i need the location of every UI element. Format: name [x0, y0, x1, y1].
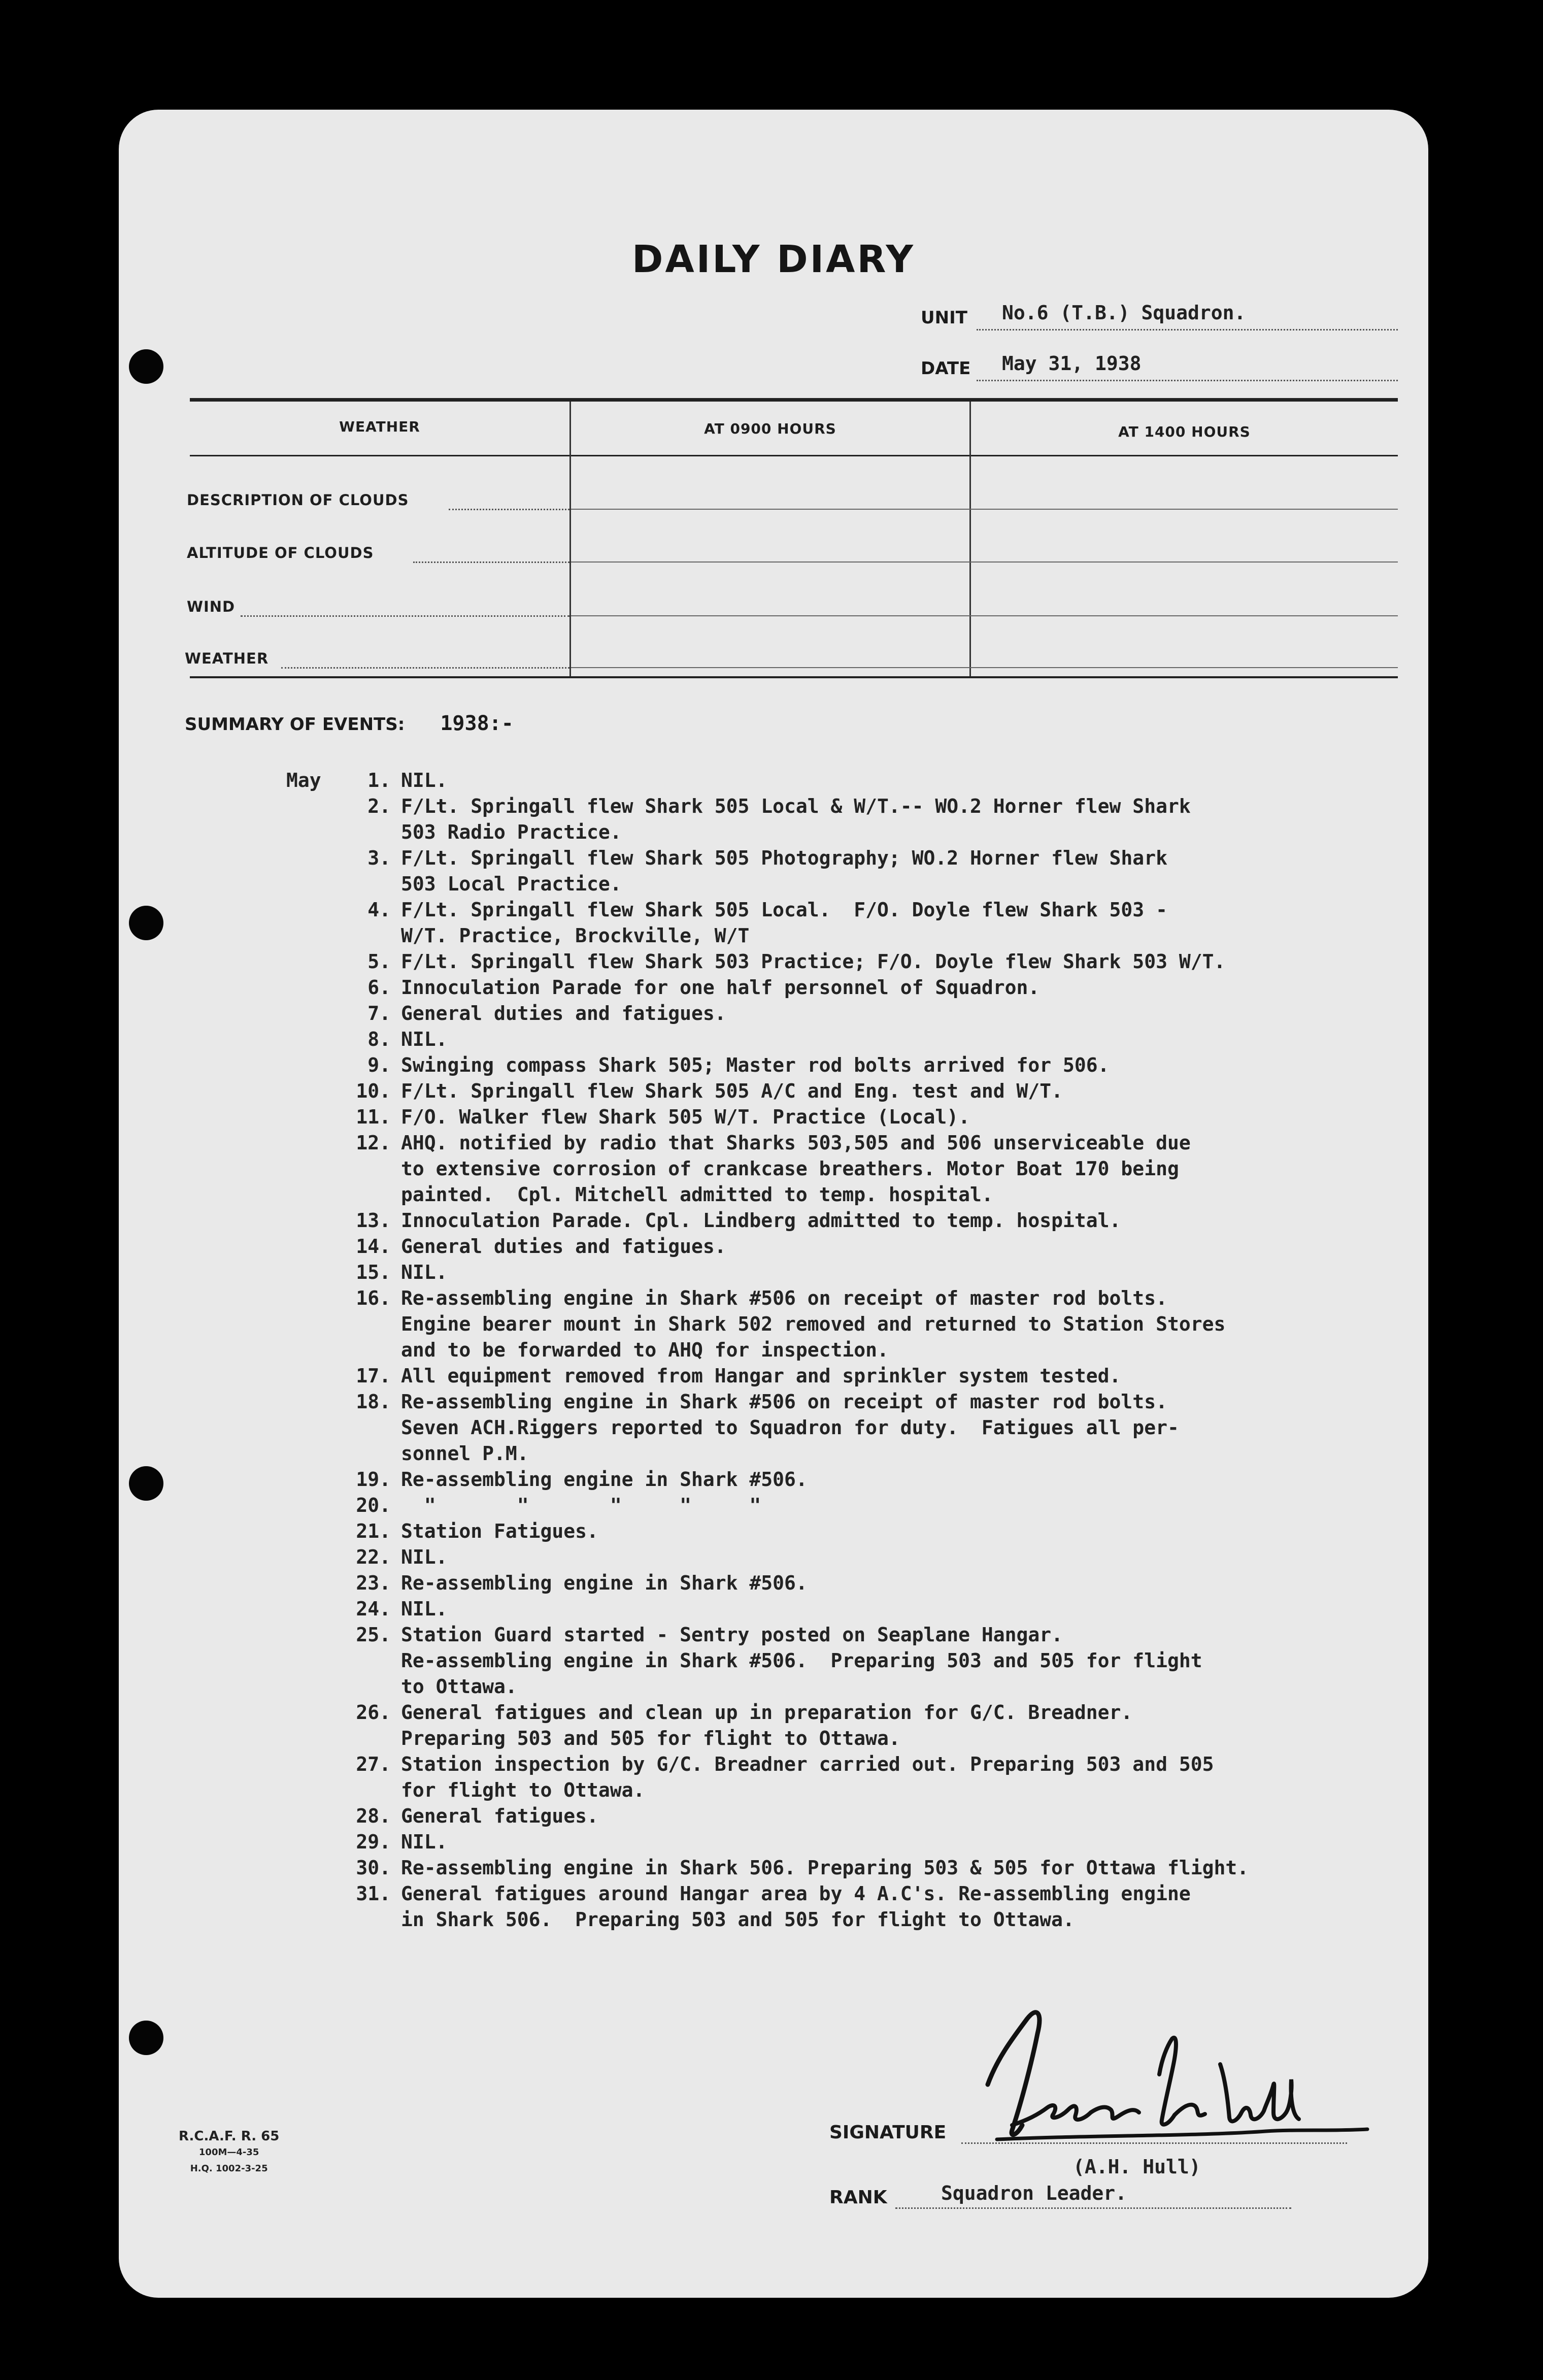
event-month: [286, 794, 339, 845]
event-text: Re-assembling engine in Shark #506 on receipt of master rod bolts. Engine bearer mount in Shark 502 removed and returned to Station Stores and to be forwarded to AHQ for inspection.: [401, 1287, 1226, 1361]
event-month: [286, 1596, 339, 1622]
event-entry: [286, 1027, 1403, 1052]
table-divider: [969, 402, 971, 676]
event-text: Re-assembling engine in Shark #506.: [401, 1572, 808, 1594]
event-day: 14.: [356, 1235, 391, 1258]
event-entry: [286, 1881, 1403, 1933]
form-number-line: 100M—4-35: [198, 2147, 259, 2158]
binder-hole: [129, 2021, 163, 2055]
event-entry: [286, 1544, 1403, 1570]
event-entry: [286, 1570, 1403, 1596]
event-month: [286, 1363, 339, 1389]
event-month: May: [286, 769, 321, 791]
rank-value: Squadron Leader.: [941, 2182, 1127, 2204]
event-day: 30.: [356, 1857, 391, 1879]
binder-hole: [129, 906, 163, 940]
event-month: [286, 1493, 339, 1518]
event-entry: [286, 1467, 1403, 1493]
row-dotted-line: [241, 615, 569, 617]
form-number: [179, 2128, 279, 2177]
row-dotted-line: [281, 667, 569, 669]
event-entry: [286, 1829, 1403, 1855]
event-entry: [286, 1518, 1403, 1544]
event-month: [286, 1104, 339, 1130]
event-month: [286, 1130, 339, 1208]
event-month: [286, 1052, 339, 1078]
event-entry: [286, 1596, 1403, 1622]
event-text: NIL.: [401, 1831, 448, 1853]
row-label-description-of-clouds: DESCRIPTION OF CLOUDS: [187, 491, 409, 509]
event-entry: [286, 1751, 1403, 1803]
event-text: Re-assembling engine in Shark #506.: [401, 1468, 808, 1491]
unit-label: UNIT: [921, 308, 967, 328]
row-rule: [571, 667, 1398, 668]
unit-value: No.6 (T.B.) Squadron.: [1002, 302, 1246, 324]
event-entry: [286, 1803, 1403, 1829]
event-list: [286, 768, 1403, 1933]
event-text: General fatigues and clean up in preparation for G/C. Breadner. Preparing 503 and 505 for flight to Ottawa.: [401, 1701, 1133, 1749]
event-month: [286, 1208, 339, 1234]
date-value: May 31, 1938: [1002, 352, 1142, 375]
unit-row: [921, 308, 967, 328]
event-text: Swinging compass Shark 505; Master rod bolts arrived for 506.: [401, 1054, 1110, 1076]
event-month: [286, 1544, 339, 1570]
event-month: [286, 1855, 339, 1881]
event-entry: [286, 768, 1403, 794]
event-month: [286, 897, 339, 949]
signatory-name: (A.H. Hull): [1073, 2156, 1201, 2178]
event-day: 1.: [367, 769, 391, 791]
page-title: DAILY DIARY: [632, 238, 915, 281]
event-day: 13.: [356, 1209, 391, 1232]
event-month: [286, 1078, 339, 1104]
event-text: General fatigues around Hangar area by 4 A.C's. Re-assembling engine in Shark 506. Preparing 503 and 505 for flight to Ottawa.: [401, 1882, 1191, 1931]
rank-dotted-line: [895, 2207, 1291, 2209]
event-text: F/Lt. Springall flew Shark 505 A/C and Eng. test and W/T.: [401, 1080, 1063, 1102]
signature-label: SIGNATURE: [829, 2122, 947, 2143]
event-month: [286, 1570, 339, 1596]
binder-hole: [129, 349, 163, 384]
event-month: [286, 1234, 339, 1260]
event-text: General fatigues.: [401, 1805, 598, 1827]
event-text: NIL.: [401, 1598, 448, 1620]
event-text: Station Guard started - Sentry posted on Seaplane Hangar. Re-assembling engine in Shark #506. Preparing 503 and 505 for flight to Ottawa.: [401, 1624, 1202, 1698]
event-month: [286, 975, 339, 1001]
event-text: AHQ. notified by radio that Sharks 503,505 and 506 unserviceable due to extensive corrosion of crankcase breathers. Motor Boat 170 being painted. Cpl. Mitchell admitted to temp. hospital.: [401, 1132, 1191, 1206]
event-text: NIL.: [401, 1546, 448, 1568]
event-entry: [286, 1855, 1403, 1881]
event-day: 22.: [356, 1546, 391, 1568]
event-day: 6.: [367, 976, 391, 999]
event-day: 7.: [367, 1002, 391, 1024]
table-divider: [569, 402, 571, 676]
event-day: 29.: [356, 1831, 391, 1853]
event-entry: [286, 1285, 1403, 1363]
date-row: [921, 358, 970, 379]
event-entry: [286, 794, 1403, 845]
summary-year: 1938:-: [440, 712, 514, 735]
event-month: [286, 1389, 339, 1467]
event-month: [286, 1700, 339, 1751]
event-day: 28.: [356, 1805, 391, 1827]
rank-label: RANK: [829, 2187, 887, 2208]
event-text: F/Lt. Springall flew Shark 505 Local & W/T.-- WO.2 Horner flew Shark 503 Radio Practice.: [401, 795, 1191, 843]
event-entry: [286, 845, 1403, 897]
event-text: F/Lt. Springall flew Shark 505 Photography; WO.2 Horner flew Shark 503 Local Practice.: [401, 847, 1167, 895]
event-month: [286, 1001, 339, 1027]
event-text: " " " " ": [401, 1494, 761, 1516]
event-month: [286, 1518, 339, 1544]
event-text: F/O. Walker flew Shark 505 W/T. Practice (Local).: [401, 1106, 970, 1128]
event-text: Innoculation Parade. Cpl. Lindberg admitted to temp. hospital.: [401, 1209, 1121, 1232]
event-day: 27.: [356, 1753, 391, 1775]
event-month: [286, 1260, 339, 1285]
binder-hole: [129, 1466, 163, 1501]
event-text: Station inspection by G/C. Breadner carried out. Preparing 503 and 505 for flight to Ottawa.: [401, 1753, 1214, 1801]
table-header-rule: [190, 455, 1398, 456]
event-day: 31.: [356, 1882, 391, 1905]
event-day: 2.: [367, 795, 391, 817]
event-text: F/Lt. Springall flew Shark 505 Local. F/O. Doyle flew Shark 503 - W/T. Practice, Brockville, W/T: [401, 899, 1167, 947]
event-day: 5.: [367, 950, 391, 973]
event-entry: [286, 1104, 1403, 1130]
col-header-1400: AT 1400 HOURS: [1118, 423, 1251, 440]
event-entry: [286, 1001, 1403, 1027]
event-entry: [286, 897, 1403, 949]
row-label-weather: WEATHER: [185, 650, 269, 667]
event-day: 26.: [356, 1701, 391, 1724]
event-day: 17.: [356, 1365, 391, 1387]
form-number-line: R.C.A.F. R. 65: [179, 2129, 280, 2144]
event-entry: [286, 1700, 1403, 1751]
event-month: [286, 845, 339, 897]
event-text: Innoculation Parade for one half personnel of Squadron.: [401, 976, 1040, 999]
event-text: Station Fatigues.: [401, 1520, 598, 1542]
row-label-wind: WIND: [187, 598, 236, 615]
event-text: Re-assembling engine in Shark 506. Preparing 503 & 505 for Ottawa flight.: [401, 1857, 1249, 1879]
event-day: 23.: [356, 1572, 391, 1594]
form-number-line: H.Q. 1002-3-25: [190, 2163, 268, 2174]
event-day: 15.: [356, 1261, 391, 1283]
event-entry: [286, 975, 1403, 1001]
event-day: 9.: [367, 1054, 391, 1076]
event-text: General duties and fatigues.: [401, 1002, 726, 1024]
event-day: 25.: [356, 1624, 391, 1646]
event-entry: [286, 1389, 1403, 1467]
event-month: [286, 949, 339, 975]
event-day: 19.: [356, 1468, 391, 1491]
row-label-altitude-of-clouds: ALTITUDE OF CLOUDS: [187, 544, 374, 561]
event-entry: [286, 1493, 1403, 1518]
summary-label: SUMMARY OF EVENTS:: [185, 714, 405, 735]
row-rule: [571, 615, 1398, 616]
col-header-weather: WEATHER: [339, 418, 420, 435]
date-label: DATE: [921, 358, 971, 379]
event-day: 12.: [356, 1132, 391, 1154]
event-text: All equipment removed from Hangar and sprinkler system tested.: [401, 1365, 1121, 1387]
event-day: 20.: [356, 1494, 391, 1516]
summary-of-events-heading: [185, 712, 514, 735]
row-dotted-line: [413, 561, 569, 563]
event-entry: [286, 1052, 1403, 1078]
handwritten-signature: [982, 1998, 1378, 2151]
event-text: NIL.: [401, 1261, 448, 1283]
event-text: F/Lt. Springall flew Shark 503 Practice; F/O. Doyle flew Shark 503 W/T.: [401, 950, 1226, 973]
event-month: [286, 1285, 339, 1363]
event-entry: [286, 1234, 1403, 1260]
event-entry: [286, 1363, 1403, 1389]
event-month: [286, 1803, 339, 1829]
event-text: General duties and fatigues.: [401, 1235, 726, 1258]
table-bottom-rule: [190, 676, 1398, 678]
col-header-0900: AT 0900 HOURS: [704, 420, 836, 437]
event-day: 4.: [367, 899, 391, 921]
event-month: [286, 1751, 339, 1803]
event-text: NIL.: [401, 769, 448, 791]
event-entry: [286, 949, 1403, 975]
row-rule: [571, 561, 1398, 563]
event-day: 3.: [367, 847, 391, 869]
event-text: Re-assembling engine in Shark #506 on receipt of master rod bolts. Seven ACH.Riggers reported to Squadron for duty. Fatigues all per- sonnel P.M.: [401, 1391, 1179, 1465]
event-entry: [286, 1130, 1403, 1208]
event-day: 16.: [356, 1287, 391, 1309]
event-day: 18.: [356, 1391, 391, 1413]
table-top-rule: [190, 398, 1398, 402]
event-month: [286, 1829, 339, 1855]
event-month: [286, 1027, 339, 1052]
row-rule: [571, 509, 1398, 510]
event-day: 21.: [356, 1520, 391, 1542]
event-day: 24.: [356, 1598, 391, 1620]
event-entry: [286, 1208, 1403, 1234]
unit-dotted-line: [977, 329, 1398, 330]
event-month: [286, 1467, 339, 1493]
event-day: 11.: [356, 1106, 391, 1128]
event-day: 10.: [356, 1080, 391, 1102]
event-text: NIL.: [401, 1028, 448, 1050]
event-entry: [286, 1078, 1403, 1104]
event-entry: [286, 1260, 1403, 1285]
event-month: [286, 1622, 339, 1700]
event-entry: [286, 1622, 1403, 1700]
event-month: [286, 1881, 339, 1933]
diary-page: [119, 110, 1428, 2298]
date-dotted-line: [977, 380, 1398, 381]
event-day: 8.: [367, 1028, 391, 1050]
row-dotted-line: [449, 509, 569, 510]
